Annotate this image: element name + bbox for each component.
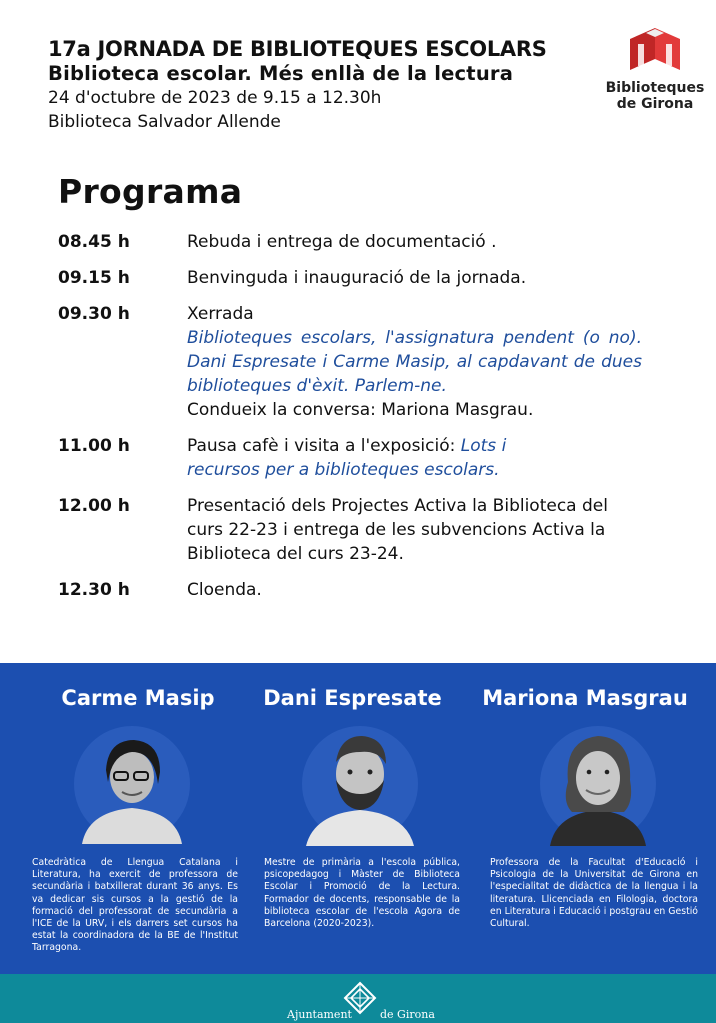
program-time: 12.00 h: [58, 496, 130, 516]
program-list: [58, 230, 658, 614]
program-title: Programa: [58, 172, 243, 211]
program-text: Xerrada: [187, 304, 254, 324]
speaker-name: Carme Masip: [61, 686, 215, 710]
footer-text-left: Ajuntament: [287, 1008, 352, 1021]
biblioteques-logo: [598, 26, 712, 112]
speaker-bio: Catedràtica de Llengua Catalana i Literatura, ha exercit de professora de secundària i batxillerat durant 36 anys. Es va dedicar sis cursos a la gestió de la formació del professorat de secundària a l'ICE de la URV, i els darrers set cursos ha estat la coordinadora de la BE de l'Institut Tarragona.: [32, 857, 238, 954]
program-moderator: Condueix la conversa: Mariona Masgrau.: [187, 400, 534, 420]
event-title: 17a JORNADA DE BIBLIOTEQUES ESCOLARS: [48, 37, 547, 61]
program-desc: [187, 434, 527, 482]
event-date: 24 d'octubre de 2023 de 9.15 a 12.30h: [48, 88, 382, 108]
program-time: 08.45 h: [58, 232, 130, 252]
program-time: 12.30 h: [58, 580, 130, 600]
program-exhibition: Lots i recursos per a biblioteques escolars.: [187, 436, 507, 480]
speaker-name: Mariona Masgrau: [482, 686, 688, 710]
speaker-photo-masgrau: [538, 722, 658, 846]
speaker-photo-masip: [72, 722, 192, 846]
program-item: [58, 266, 658, 290]
speaker-bio: Professora de la Facultat d'Educació i Psicologia de la Universitat de Girona en l'especialitat de didàctica de la llengua i la literatura. Llicenciada en Filologia, doctora en Literatura i Educació i postgrau en Gestió Cultural.: [490, 857, 698, 930]
speaker-bio: Mestre de primària a l'escola pública, psicopedagog i Màster de Biblioteca Escolar i Promoció de la Lectura. Formador de docents, responsable de la biblioteca escolar de l'escola Agora de Barcelona (2020-2023).: [264, 857, 460, 930]
program-text: Benvinguda i inauguració de la jornada.: [187, 268, 527, 288]
speaker-photo-espresate: [300, 722, 420, 846]
program-text: Rebuda i entrega de documentació .: [187, 232, 497, 252]
program-item: [58, 578, 658, 602]
speaker-name: Dani Espresate: [263, 686, 442, 710]
program-time: 09.30 h: [58, 304, 130, 324]
logo-line2: de Girona: [616, 96, 694, 112]
program-item: [58, 434, 658, 482]
program-time: 09.15 h: [58, 268, 130, 288]
program-text: Cloenda.: [187, 580, 262, 600]
biblioteques-logo-icon: [626, 26, 684, 74]
program-desc: [187, 302, 642, 422]
logo-line1: Biblioteques: [605, 80, 705, 96]
program-text: Pausa cafè i visita a l'exposició:: [187, 436, 461, 456]
footer-text-right: de Girona: [380, 1008, 435, 1021]
program-item: [58, 230, 658, 254]
program-item: [58, 302, 658, 422]
program-item: [58, 494, 658, 566]
event-header: [48, 36, 608, 134]
event-subtitle: Biblioteca escolar. Més enllà de la lectura: [48, 62, 514, 85]
program-talk-title: Biblioteques escolars, l'assignatura pendent (o no). Dani Espresate i Carme Masip, al capdavant de dues biblioteques d'èxit. Parlem-ne.: [187, 328, 642, 396]
program-text: Presentació dels Projectes Activa la Biblioteca del curs 22-23 i entrega de les subvencions Activa la Biblioteca del curs 23-24.: [187, 496, 608, 564]
program-time: 11.00 h: [58, 436, 130, 456]
event-venue: Biblioteca Salvador Allende: [48, 112, 281, 132]
